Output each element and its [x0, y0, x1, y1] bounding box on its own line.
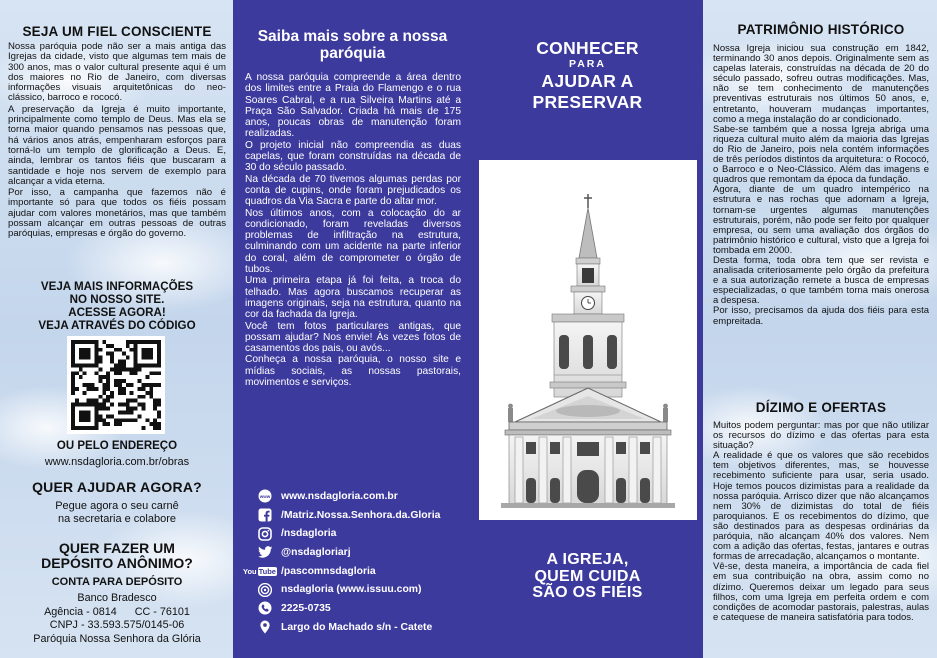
instagram-icon — [257, 527, 273, 541]
paragraph: Por isso, precisamos da ajuda dos fiéis para esta empreitada. — [713, 305, 929, 327]
bank-account: Agência - 0814 CC - 76101 — [44, 605, 190, 618]
anonymous-deposit-title — [10, 541, 224, 571]
heritage-title: PATRIMÔNIO HISTÓRICO — [737, 22, 905, 37]
bank-name: Banco Bradesco — [77, 592, 157, 604]
web-icon — [257, 489, 273, 503]
address-link[interactable]: www.nsdagloria.com.br/obras — [44, 456, 190, 468]
paragraph: Desta forma, toda obra tem que ser revista e analisada criteriosamente pelo órgão da prefeitura e a sua autorização remete a busca de empresas especializadas, o que também torna mais onerosa a despesa. — [713, 254, 929, 307]
phone-icon — [257, 601, 273, 615]
paragraph: Vê-se, desta maneira, a importância de cada fiel em sua contribuição na obra, assim como no dízimo. Queremos deixar um legado para seus filhos, com uma Igreja em perfeita ordem e com condições de acomodar pastorais, palestras, aulas e catequese de maneira satisfatória para todos. — [713, 561, 929, 623]
paragraph: A realidade é que os valores que são recebidos tem objetivos diferentes, mas, se houvesse recebimento suficiente para usar, seria usado. Hoje temos poucos dizimistas para a realidade da nossa paróquia. Arrisco dizer que não alcançamos nem 30% de dizimistas do total de fiéis paroquianos. E os recebimentos do dízimo, que são destinados para as despesas ordinárias da paróquia, não alcançam 40% dos valores. Nem com a adição das ofertas, festas, jantares e outras formas de arrecadação, alcançamos o montante. — [713, 450, 929, 563]
contact-text: Largo do Machado s/n - Catete — [281, 621, 433, 633]
info-line: VEJA ATRAVÉS DO CÓDIGO — [38, 319, 196, 332]
cover-line-para: PARA — [569, 58, 606, 70]
deposit-account-label: CONTA PARA DEPÓSITO — [51, 576, 183, 588]
bank-holder: Paróquia Nossa Senhora da Glória — [33, 632, 201, 645]
tithe-title: DÍZIMO E OFERTAS — [755, 400, 887, 415]
contact-text: www.nsdagloria.com.br — [281, 490, 398, 502]
anon-line: DEPÓSITO ANÔNIMO? — [41, 555, 193, 571]
cover-line-conhecer: CONHECER — [536, 38, 639, 58]
paragraph: Agora, diante de um quadro intempérico na estrutura e nas rochas que adornam a Igreja, tornam-se urgentes algumas manutenções estruturais, porém, não pode ser feito por qualquer empresa, ou sem uma avaliação dos órgãos do patrimônio histórico e cultural, visto que a Igreja foi tombada em 2000. — [713, 184, 929, 256]
conscious-faithful-text — [8, 42, 226, 241]
contact-website[interactable] — [257, 487, 462, 506]
svg-text:www: www — [259, 494, 271, 500]
cover-line-ajudar: AJUDAR A — [541, 71, 634, 91]
youtube-label-tube: Tube — [258, 566, 276, 576]
contact-text: @nsdagloriarj — [281, 546, 351, 558]
contact-youtube[interactable] — [243, 562, 462, 581]
bank-details — [10, 592, 224, 646]
info-line: VEJA MAIS INFORMAÇÕES — [40, 280, 194, 293]
bank-cnpj: CNPJ - 33.593.575/0145-06 — [49, 619, 185, 631]
paragraph: A nossa paróquia compreende a área dentro dos limites entre a Praia do Flamengo e o rua Soares Cabral, e a rua Silveira Martins até a Praça São Salvador. Criada há mais de 175 anos, poucas obras de manutenção foram realizadas. — [245, 72, 461, 140]
contact-list — [243, 487, 462, 637]
panel-about-parish — [233, 0, 472, 658]
twitter-icon — [257, 545, 273, 559]
paragraph: Nossa Igreja iniciou sua construção em 1842, terminando 30 anos depois. Originalmente sem as capelas laterais, construídas na década de 20 do século passado, sofreu outras modificações. Mas, não se tem conhecimento de manutenções preventivas estruturais nos últimos 50 anos, e, entretanto, houveram mudanças importantes, como a mega instalação do ar condicionado. — [713, 43, 929, 125]
slogan-line: A IGREJA, — [546, 551, 629, 568]
panel-cover — [472, 0, 703, 658]
contact-twitter[interactable] — [257, 543, 462, 562]
issuu-icon — [257, 583, 273, 597]
info-line: NO NOSSO SITE. — [69, 293, 165, 306]
paragraph: O projeto inicial não compreendia as duas capelas, que foram construídas na década de 30 do século passado. — [245, 139, 461, 174]
help-line: na secretaria e colabore — [57, 513, 176, 525]
contact-text: /pascomnsdagloria — [281, 565, 376, 577]
heritage-text — [713, 44, 929, 327]
paragraph: Sabe-se também que a nossa Igreja abriga uma riqueza cultural muito além da maioria das Igrejas do Rio de Janeiro, pois nela contém informações de três períodos distintos da arquitetura: o Rococó, o Barroco e o Neo-Clássico. Além das imagens e quadros que remontam da época da fundação. — [713, 123, 929, 186]
info-line: ACESSE AGORA! — [68, 306, 166, 319]
paragraph: Muitos podem perguntar: mas por que não utilizar os recursos do dízimo e das ofertas para esta situação? — [713, 420, 929, 452]
slogan-line: SÃO OS FIÉIS — [532, 584, 643, 601]
paragraph: Por isso, a campanha que fazemos não é importante só para que todos os fiéis possam ajudar com valores monetários, mas que também possam alcançar em outras pessoas de outras paróquias, empresas e órgão do governo. — [8, 187, 226, 240]
facebook-icon — [257, 508, 273, 522]
contact-text: nsdagloria (www.issuu.com) — [281, 584, 422, 596]
paragraph: Na década de 70 tivemos algumas perdas por conta de cupins, onde foram prejudicados os quadros da Via Sacra e parte do altar mor. — [245, 173, 461, 208]
contact-phone[interactable] — [257, 599, 462, 618]
youtube-icon — [243, 564, 276, 578]
church-icon — [479, 160, 697, 520]
slogan-line: QUEM CUIDA — [534, 567, 641, 585]
contact-text: /nsdagloria — [281, 528, 337, 540]
youtube-label-you: You — [243, 566, 257, 576]
cover-line-preservar: PRESERVAR — [532, 92, 643, 112]
paragraph: Você tem fotos particulares antigas, que possam ajudar? Nos envie! Às vezes fotos de casamentos dos pais, ou avós... — [245, 320, 461, 355]
cover-title — [472, 38, 703, 112]
about-text — [245, 72, 461, 388]
more-info-block — [10, 280, 224, 332]
contact-facebook[interactable] — [257, 506, 462, 525]
qr-code[interactable] — [67, 336, 165, 434]
help-line: Pegue agora o seu carnê — [55, 500, 179, 512]
tithe-text — [713, 421, 929, 623]
panel-heritage — [703, 0, 937, 658]
help-text — [10, 500, 224, 526]
address-label: OU PELO ENDEREÇO — [56, 440, 178, 452]
contact-text: /Matriz.Nossa.Senhora.da.Gloria — [281, 509, 441, 521]
contact-instagram[interactable] — [257, 524, 462, 543]
cover-slogan — [472, 552, 703, 602]
anon-line: QUER FAZER UM — [59, 540, 175, 556]
panel-conscious-faithful — [0, 0, 233, 658]
contact-issuu[interactable] — [257, 580, 462, 599]
contact-location[interactable] — [257, 618, 462, 637]
paragraph: Conheça a nossa paróquia, o nosso site e mídias sociais, as nossas pastorais, movimentos e serviços. — [245, 354, 461, 389]
about-title: Saiba mais sobre a nossa paróquia — [257, 28, 448, 62]
help-title: QUER AJUDAR AGORA? — [32, 479, 202, 495]
paragraph: A preservação da Igreja é muito importante, principalmente como templo de Deus. Mas ela se torna maior quando pensamos nas pessoas que, há vários anos atrás, empenharam esforços para torná-lo um templo de glorificação a Deus. E, ainda, lembrar os tantos fiéis que buscaram a santidade e hoje nos servem de exemplo para alcançar a vida eterna. — [8, 103, 226, 187]
paragraph: Nos últimos anos, com a colocação do ar condicionado, foram reveladas diversos problemas de infiltração na estrutura, culminando com um acidente na parte inferior do coral, além de comprometer o órgão de tubos. — [245, 207, 461, 276]
contact-text: 2225-0735 — [281, 602, 331, 614]
qr-code-icon — [67, 336, 165, 434]
paragraph: Uma primeira etapa já foi feita, a troca do telhado. Mas agora buscamos recuperar as imagens originais, seja na estrutura, quanto na cor da fachada da Igreja. — [245, 275, 461, 321]
location-icon — [257, 620, 273, 634]
conscious-faithful-title: SEJA UM FIEL CONSCIENTE — [22, 24, 212, 39]
church-illustration — [479, 160, 697, 520]
paragraph: Nossa paróquia pode não ser a mais antiga das Igrejas da cidade, visto que algumas tem mais de 300 anos, mas o valor cultural presente aqui é um dos maiores no Rio de Janeiro, com diversas informações visuais arquitetônicas do neo-clássico, barroco e rococó. — [8, 41, 226, 104]
